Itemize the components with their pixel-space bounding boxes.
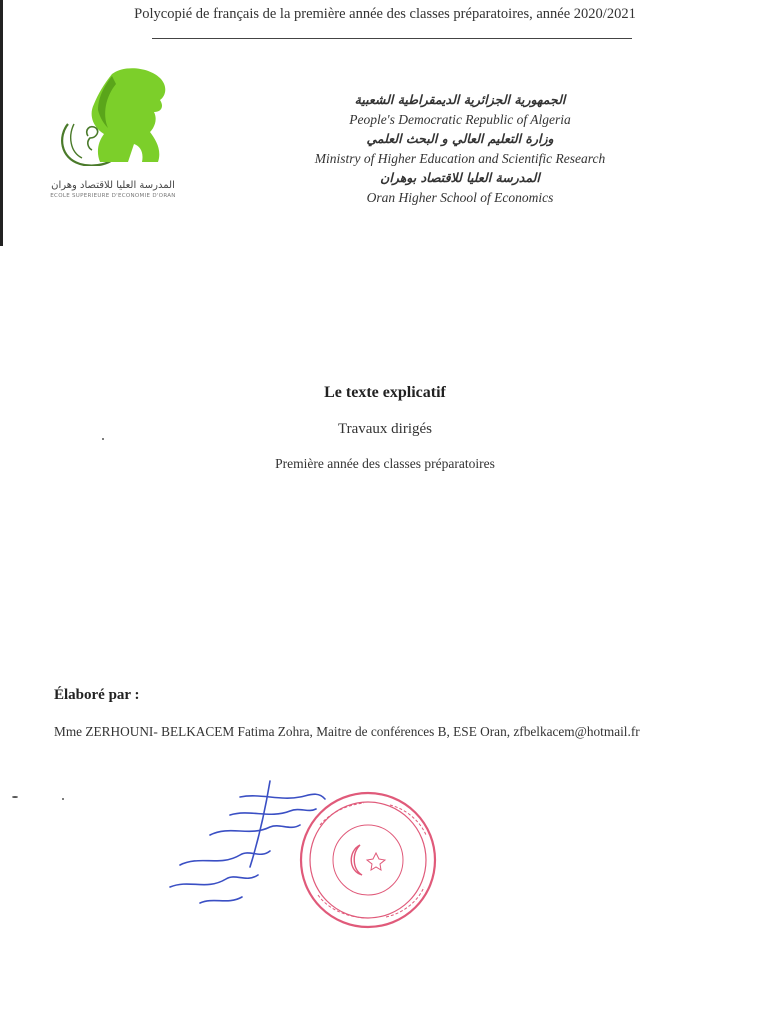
document-level: Première année des classes préparatoires: [275, 456, 495, 471]
logo-caption-fr: ECOLE SUPERIEURE D'ECONOMIE D'ORAN: [50, 193, 176, 199]
author-line: Mme ZERHOUNI- BELKACEM Fatima Zohra, Maitre de conférences B, ESE Oran, zfbelkacem@hotmail.fr: [54, 724, 640, 739]
document-subtitle: Travaux dirigés: [337, 421, 433, 437]
header-rule: [152, 38, 632, 39]
scan-edge-mark: [0, 0, 3, 246]
logo-caption-ar: المدرسة العليا للاقتصاد وهران: [51, 180, 175, 191]
author-label: Élaboré par :: [54, 687, 140, 703]
school-ar: المدرسة العليا للاقتصاد بوهران: [380, 170, 540, 185]
logo-ring-inner: [71, 124, 82, 158]
scan-speck: [102, 438, 104, 440]
republic-ar: الجمهورية الجزائرية الديمقراطية الشعبية: [354, 92, 566, 107]
signature-and-seal: [150, 775, 450, 945]
official-seal: [301, 793, 435, 927]
ministry-en: Ministry of Higher Education and Scientific Research: [314, 150, 606, 166]
republic-en: People's Democratic Republic of Algeria: [349, 111, 571, 127]
ministry-ar: وزارة التعليم العالي و البحث العلمي: [366, 131, 554, 146]
header-title: Polycopié de français de la première année des classes préparatoires, année 2020/2021: [134, 6, 636, 22]
handwritten-signature: [170, 781, 325, 903]
scan-speck: [62, 798, 64, 800]
scan-speck: [12, 796, 18, 798]
school-en: Oran Higher School of Economics: [366, 189, 554, 205]
institution-block: [250, 90, 670, 207]
logo-letter: [87, 127, 98, 150]
document-title: Le texte explicatif: [324, 384, 446, 401]
school-logo: [54, 66, 174, 166]
